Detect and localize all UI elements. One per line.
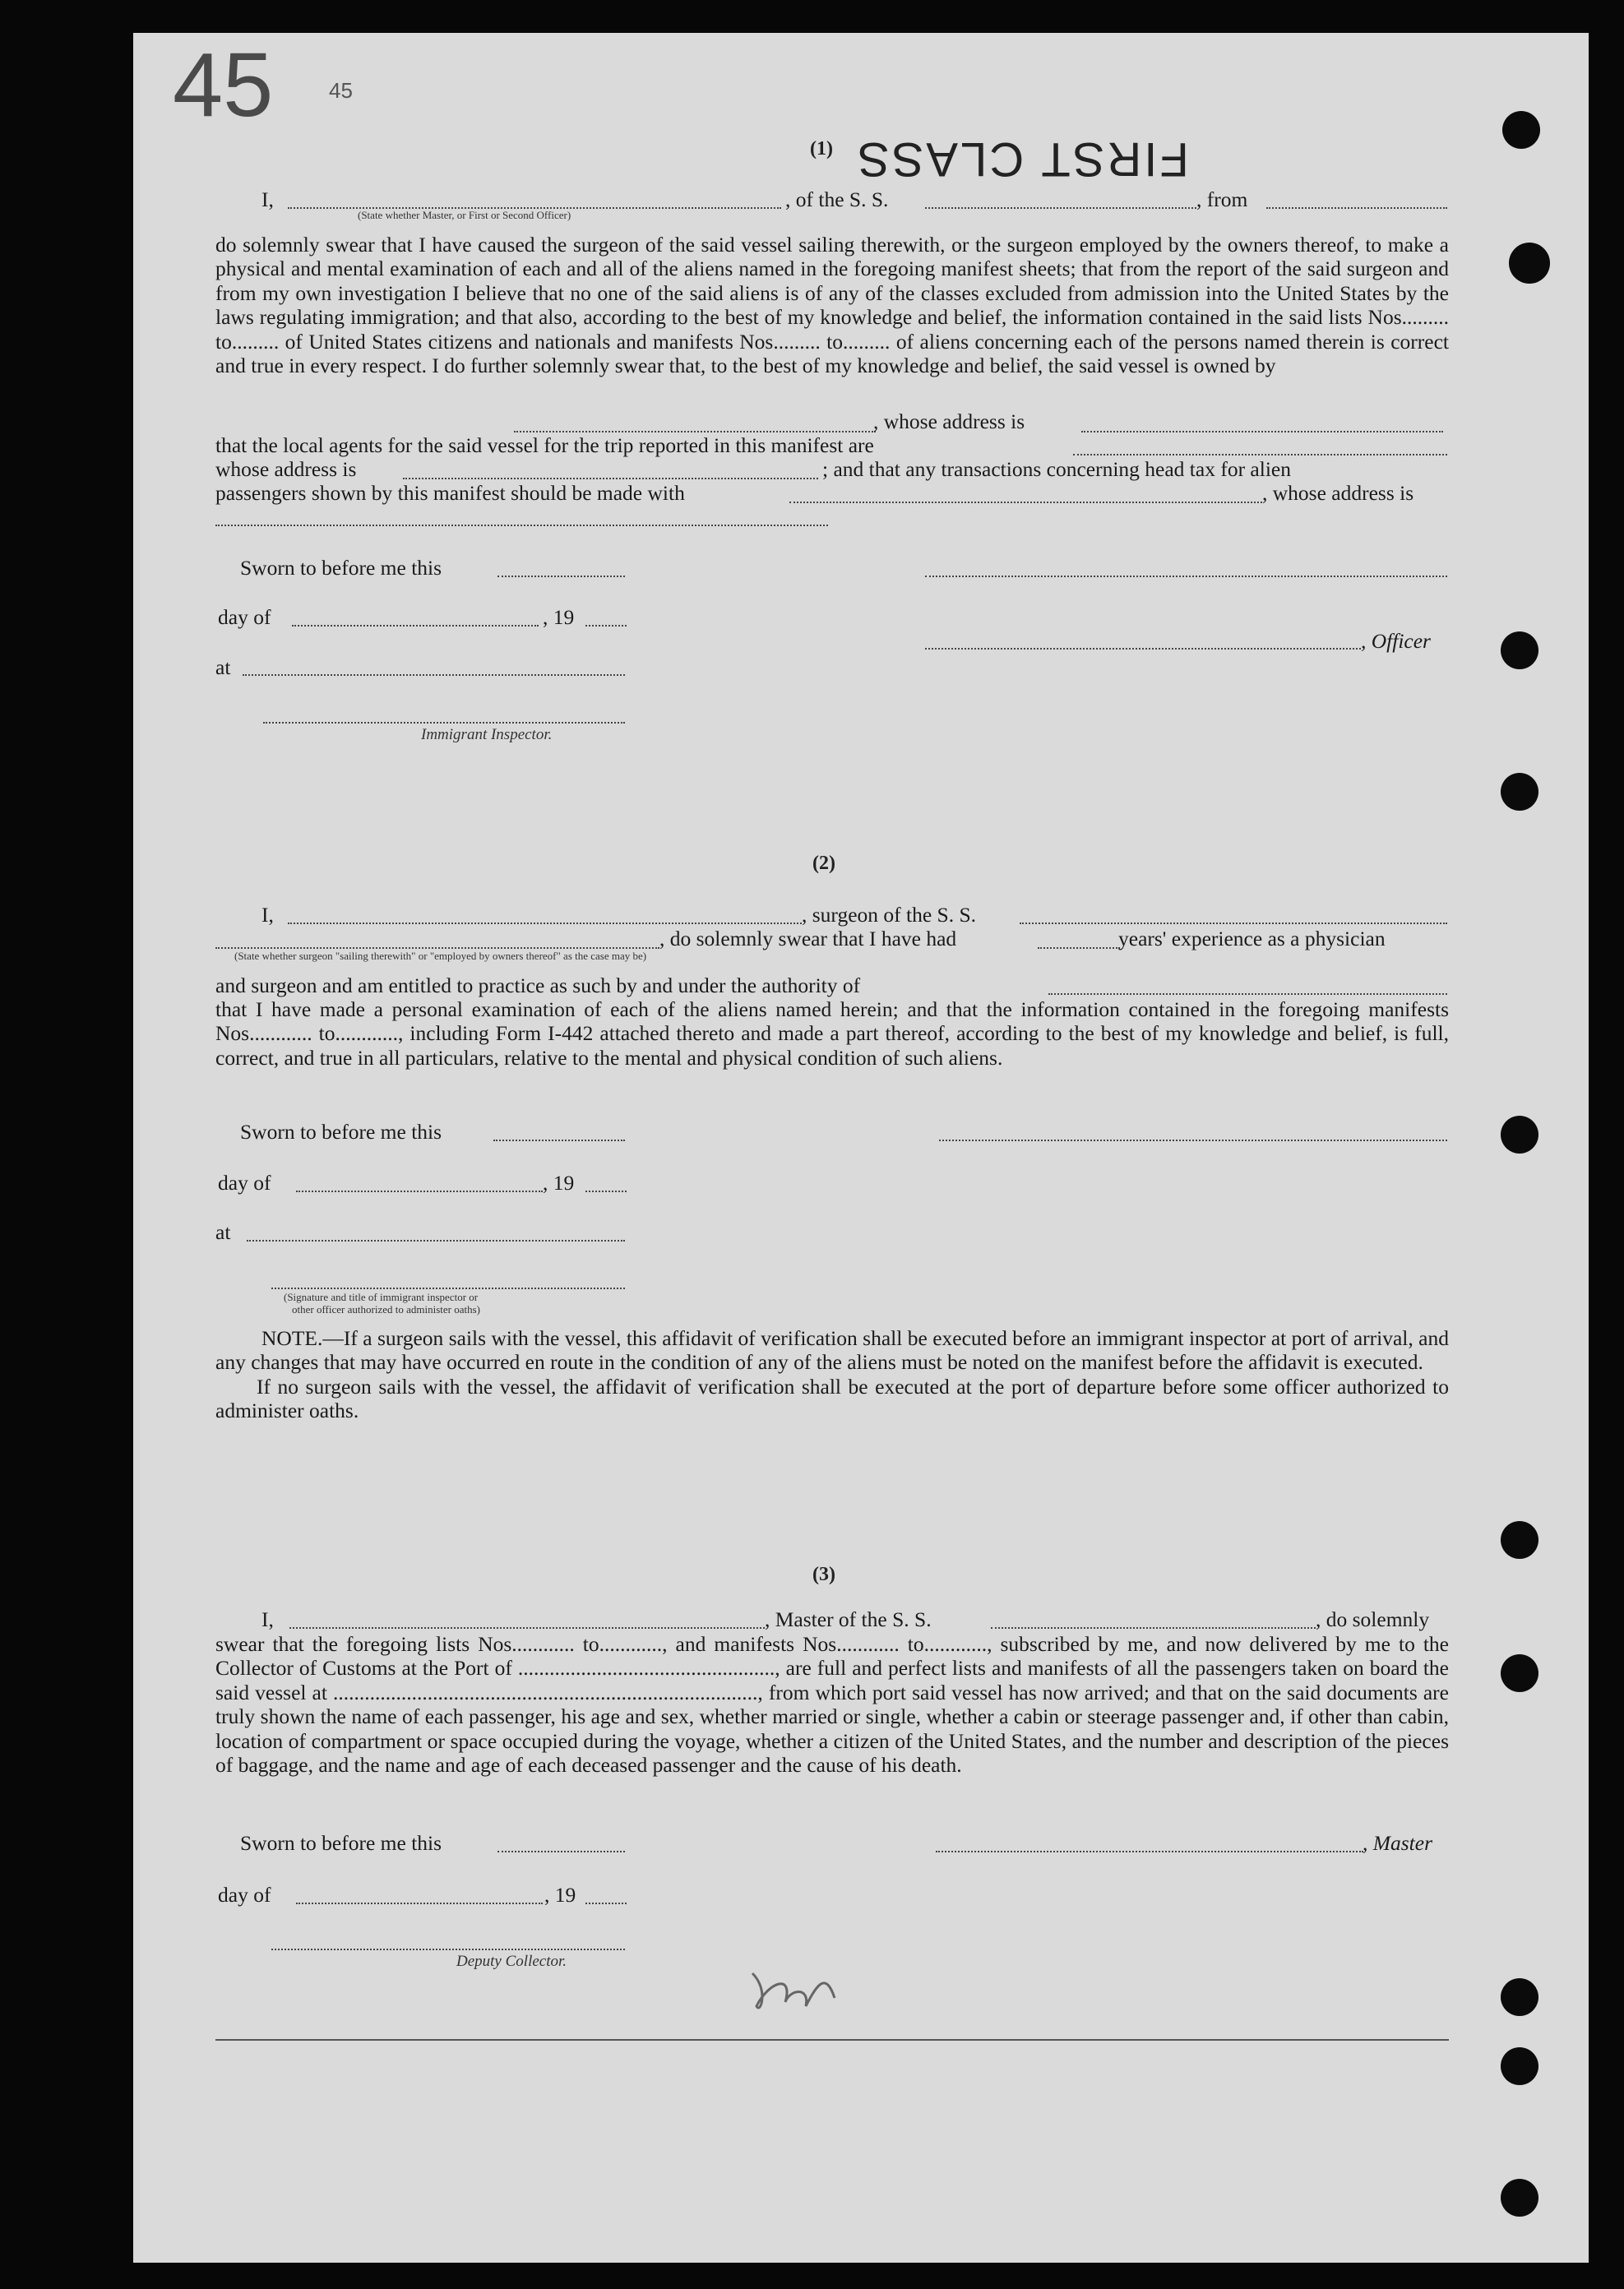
officer-label: , Officer bbox=[1361, 629, 1431, 653]
signature-blank bbox=[925, 576, 1447, 577]
collector-label: Deputy Collector. bbox=[456, 1953, 567, 1970]
whose-address: , whose address is bbox=[873, 409, 1025, 433]
at-label: at bbox=[215, 1220, 231, 1244]
head-tax: ; and that any transactions concerning head tax for alien bbox=[822, 457, 1291, 481]
sworn-label: Sworn to before me this bbox=[240, 1120, 442, 1144]
sworn-blank bbox=[493, 1140, 625, 1141]
local-agents: that the local agents for the said vessel for the trip reported in this manifest are bbox=[215, 433, 874, 457]
whose-address-end: , whose address is bbox=[1262, 481, 1414, 505]
officer-blank bbox=[925, 648, 1361, 650]
master-paragraph: swear that the foregoing lists Nos............ to............, and manifests Nos............ to............, subscribed by me, and now delivered by me to the Collector of Customs at the Port of ................................................., are full and perfect lists and manifests of all the passengers taken on board the said vessel at ................................................................................., from which port said vessel has now arrived; and that on the said documents are truly shown the name of each passenger, his age and sex, whether married or single, whether a cabin or steerage passenger and, if other than cabin, location of compartment or space occupied during the voyage, whether a citizen of the United States, and the number and description of the pieces of baggage, and the name and age of each deceased passenger and the cause of his death. bbox=[215, 1632, 1449, 1778]
master-label: , Master bbox=[1363, 1831, 1432, 1855]
name-blank bbox=[289, 1627, 765, 1629]
surgeon-type-blank bbox=[215, 947, 659, 949]
note-text: —If a surgeon sails with the vessel, this affidavit of verification shall be executed before an immigrant inspector at port of arrival, and any changes that may have occurred en route in the condition of any of the aliens must be noted on the manifest before the affidavit is executed. bbox=[215, 1326, 1449, 1375]
name-blank bbox=[288, 923, 802, 924]
corner-mark: 45 bbox=[173, 35, 274, 136]
years-label: years' experience as a physician bbox=[1118, 927, 1386, 950]
binder-hole bbox=[1509, 243, 1550, 284]
day-of-label: day of bbox=[218, 1171, 271, 1195]
owner-blank bbox=[514, 431, 876, 432]
sworn-blank bbox=[497, 1851, 625, 1852]
day-blank bbox=[292, 625, 539, 627]
line-of-ss: , of the S. S. bbox=[785, 187, 889, 211]
sworn-label: Sworn to before me this bbox=[240, 1831, 442, 1855]
do-solemnly: , do solemnly bbox=[1316, 1607, 1430, 1631]
day-blank bbox=[296, 1903, 543, 1904]
surgeon-of: , surgeon of the S. S. bbox=[802, 903, 977, 927]
year-blank bbox=[585, 625, 627, 627]
inspector-label: Immigrant Inspector. bbox=[421, 726, 553, 743]
signature-title-blank bbox=[271, 1288, 625, 1289]
vessel-blank bbox=[1020, 923, 1447, 924]
passengers-line: passengers shown by this manifest should be made with bbox=[215, 481, 685, 505]
master-note: (State whether Master, or First or Second Officer) bbox=[358, 209, 571, 221]
binder-hole bbox=[1502, 111, 1540, 149]
line-from: , from bbox=[1196, 187, 1248, 211]
sworn-label: Sworn to before me this bbox=[240, 556, 442, 580]
binder-hole bbox=[1501, 1654, 1538, 1692]
from-blank bbox=[1266, 207, 1447, 209]
binder-hole bbox=[1501, 1521, 1538, 1559]
whose-address-is: whose address is bbox=[215, 457, 357, 481]
year-label: , 19 bbox=[543, 1171, 575, 1195]
binder-hole bbox=[1501, 631, 1538, 669]
signature-blank bbox=[939, 1140, 1447, 1141]
sig-note-2: other officer authorized to administer oaths) bbox=[292, 1303, 480, 1316]
line-i: I, bbox=[261, 187, 274, 211]
at-blank bbox=[243, 674, 625, 676]
line-i: I, bbox=[261, 1607, 274, 1631]
authority-blank bbox=[1048, 993, 1447, 995]
at-blank bbox=[247, 1240, 625, 1242]
binder-hole bbox=[1501, 1116, 1538, 1154]
address-blank bbox=[1081, 431, 1443, 432]
exam-paragraph: that I have made a personal examination of each of the aliens named herein; and that the information contained in the foregoing manifests Nos............ to............, including Form I-442 attached thereto and made a part thereof, according to the best of my knowledge and belief, is full, correct, and true in all particulars, relative to the mental and physical condition of such aliens. bbox=[215, 997, 1449, 1070]
final-address-blank bbox=[215, 525, 828, 526]
surgeon-note: (State whether surgeon "sailing therewith" or "employed by owners thereof" as the case may be) bbox=[234, 950, 647, 962]
at-label: at bbox=[215, 655, 231, 679]
year-label: , 19 bbox=[544, 1883, 576, 1907]
inspector-blank bbox=[263, 722, 625, 724]
section-number: (1) bbox=[810, 138, 833, 160]
authority-line: and surgeon and am entitled to practice as such by and under the authority of bbox=[215, 973, 861, 997]
swear-line: , do solemnly swear that I have had bbox=[659, 927, 957, 950]
sworn-blank bbox=[497, 576, 625, 577]
line-i: I, bbox=[261, 903, 274, 927]
vessel-blank bbox=[925, 207, 1196, 209]
vessel-blank bbox=[991, 1627, 1316, 1629]
section-number: (2) bbox=[812, 853, 835, 874]
note-label: NOTE. bbox=[261, 1326, 323, 1350]
day-of-label: day of bbox=[218, 1883, 271, 1907]
handwritten-initials bbox=[744, 1957, 851, 2023]
year-blank bbox=[585, 1903, 627, 1904]
binder-hole bbox=[1501, 2179, 1538, 2217]
first-class-stamp: FIRST CLASS bbox=[855, 132, 1189, 186]
head-tax-blank bbox=[789, 502, 1262, 503]
binder-hole bbox=[1501, 773, 1538, 811]
day-blank bbox=[296, 1191, 543, 1192]
section-number: (3) bbox=[812, 1564, 835, 1585]
bottom-rule bbox=[215, 2039, 1449, 2041]
agents-blank bbox=[1073, 454, 1447, 455]
sig-note-1: (Signature and title of immigrant inspector or bbox=[284, 1291, 479, 1303]
master-signature-blank bbox=[936, 1851, 1363, 1852]
note-paragraph bbox=[215, 1326, 1449, 1375]
binder-hole bbox=[1501, 2047, 1538, 2085]
note-paragraph-2: If no surgeon sails with the vessel, the affidavit of verification shall be executed at the port of departure before some officer authorized to administer oaths. bbox=[215, 1374, 1449, 1423]
day-of-label: day of bbox=[218, 605, 271, 629]
year-label: , 19 bbox=[543, 605, 575, 629]
oath-paragraph: do solemnly swear that I have caused the surgeon of the said vessel sailing therewith, or the surgeon employed by the owners thereof, to make a physical and mental examination of each and all of the aliens named in the foregoing manifest sheets; that from the report of the said surgeon and from my own investigation I believe that no one of the said aliens is of any of the classes excluded from admission into the United States by the laws regulating immigration; and that also, according to the best of my knowledge and belief, the information contained in the said lists Nos......... to......... of United States citizens and nationals and manifests Nos......... to......... of aliens concerning each of the persons named therein is correct and true in every respect. I do further solemnly swear that, to the best of my knowledge and belief, the said vessel is owned by bbox=[215, 233, 1449, 378]
years-blank bbox=[1038, 947, 1120, 949]
binder-hole bbox=[1501, 1978, 1538, 2016]
collector-blank bbox=[271, 1949, 625, 1950]
corner-mark: 45 bbox=[329, 78, 353, 103]
master-of: , Master of the S. S. bbox=[765, 1607, 932, 1631]
year-blank bbox=[585, 1191, 627, 1192]
agent-address-blank bbox=[403, 478, 818, 479]
